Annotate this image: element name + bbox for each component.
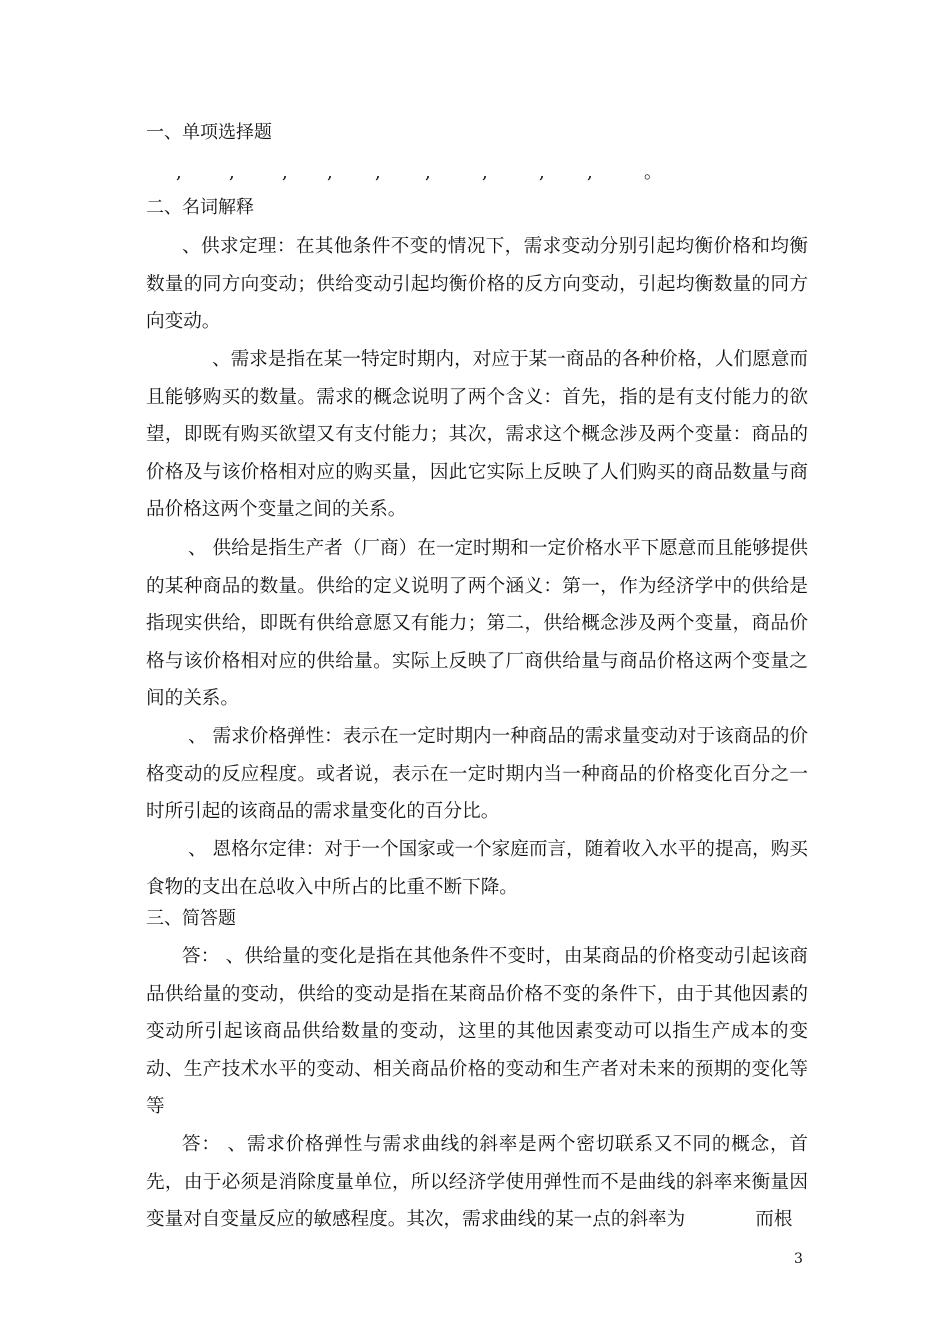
answer-text: 答： 、需求价格弹性与需求曲线的斜率是两个密切联系又不同的概念，首先，由于必须是消除度量单位，所以经济学使用弹性而不是曲线的斜率来衡量因变量对自变量反应的敏感程度。其次，需求曲线的某一点的斜率为 bbox=[146, 1134, 808, 1231]
choice-answer-row bbox=[0, 158, 950, 188]
page-number: 3 bbox=[794, 1251, 803, 1267]
answer-mark: , bbox=[229, 162, 235, 183]
term-paragraph: 、需求是指在某一特定时期内，对应于某一商品的各种价格，人们愿意而且能够购买的数量。需求的概念说明了两个含义：首先，指的是有支付能力的欲望，即既有购买欲望又有支付能力；其次，需求这个概念涉及两个变量：商品的价格及与该价格相对应的购买量，因此它实际上反映了人们购买的商品数量与商品价格这两个变量之间的关系。 bbox=[146, 349, 808, 521]
answer-paragraph bbox=[146, 1126, 808, 1239]
term-paragraph: 、 需求价格弹性：表示在一定时期内一种商品的需求量变动对于该商品的价格变动的反应程度。或者说，表示在一定时期内当一种商品的价格变化百分之一时所引起的该商品的需求量变化的百分比。 bbox=[146, 726, 808, 823]
answer-mark: , bbox=[375, 162, 381, 183]
answer-mark: , bbox=[327, 162, 333, 183]
answer-mark: , bbox=[587, 162, 593, 183]
section-heading-short-answer: 三、简答题 bbox=[146, 908, 236, 929]
term-paragraph: 、 恩格尔定律：对于一个国家或一个家庭而言，随着收入水平的提高，购买食物的支出在总收入中所占的比重不断下降。 bbox=[146, 839, 808, 898]
answer-paragraph: 答： 、供给量的变化是指在其他条件不变时，由某商品的价格变动引起该商品供给量的变动，供给的变动是指在某商品价格不变的条件下，由于其他因素的变动所引起该商品供给数量的变动，这里的其他因素变动可以指生产成本的变动、生产技术水平的变动、相关商品价格的变动和生产者对未来的预期的变化等等 bbox=[146, 946, 808, 1118]
term-paragraph: 、 供给是指生产者（厂商）在一定时期和一定价格水平下愿意而且能够提供的某种商品的数量。供给的定义说明了两个涵义：第一，作为经济学中的供给是指现实供给，即既有供给意愿又有能力；第二，供给概念涉及两个变量，商品价格与该价格相对应的供给量。实际上反映了厂商供给量与商品价格这两个变量之间的关系。 bbox=[146, 538, 808, 710]
answer-mark: , bbox=[282, 162, 288, 183]
answer-mark: , bbox=[176, 162, 182, 183]
section-heading-terms: 二、名词解释 bbox=[146, 197, 254, 218]
answer-mark: , bbox=[539, 162, 545, 183]
answer-mark: 。 bbox=[644, 162, 662, 183]
answer-text-tail: 而根 bbox=[755, 1209, 793, 1231]
answer-mark: , bbox=[482, 162, 488, 183]
answer-mark: , bbox=[425, 162, 431, 183]
term-paragraph: 、供求定理：在其他条件不变的情况下，需求变动分别引起均衡价格和均衡数量的同方向变动；供给变动引起均衡价格的反方向变动，引起均衡数量的同方向变动。 bbox=[146, 236, 808, 333]
section-heading-single-choice: 一、单项选择题 bbox=[146, 122, 272, 143]
